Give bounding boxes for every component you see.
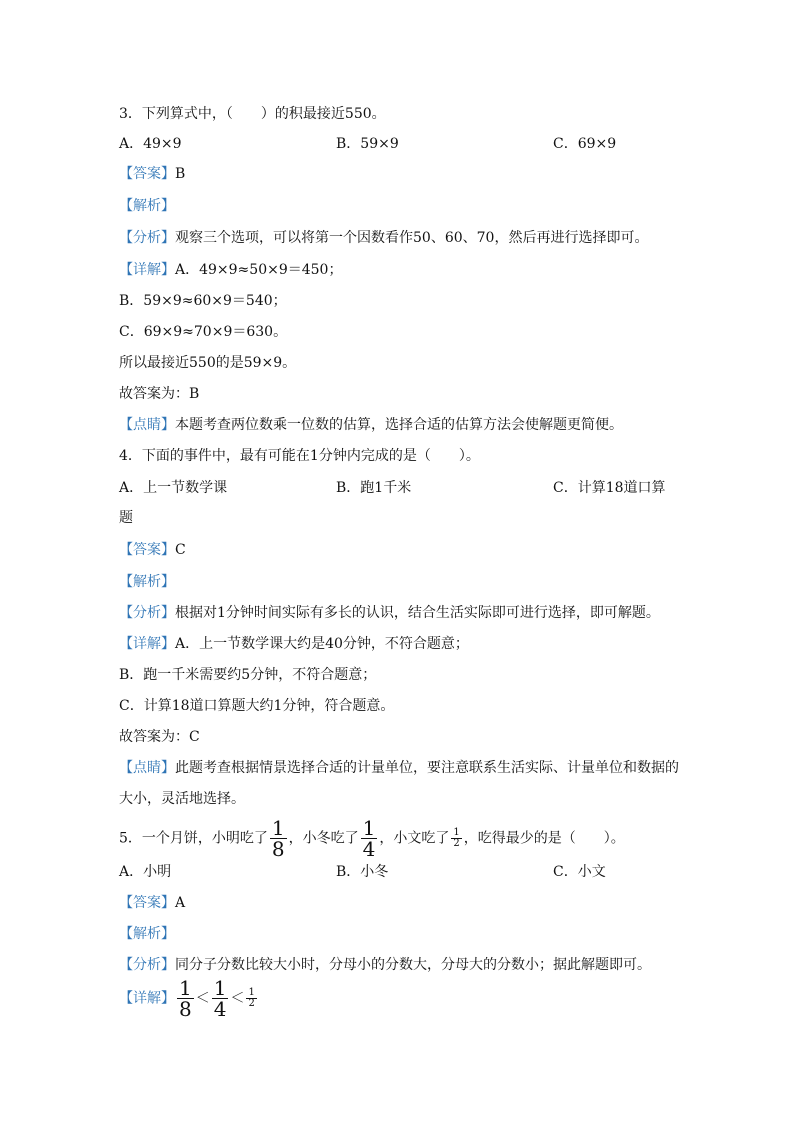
q5-xiangjie [119,978,259,1019]
q4-dianjing [119,758,679,778]
fraction-one-eighth: $\frac{1}{8}$ [271,816,285,861]
fenxi-tag: 【分析】 [119,957,175,973]
q5-option-b: B．小冬 [336,864,389,880]
xiangjie-tag: 【详解】 [119,262,175,278]
less-than-sign: ＜ [230,990,245,1007]
fraction-one-half: $\frac{1}{2}$ [248,987,255,1009]
q4-stem: 4．下面的事件中，最有可能在1分钟内完成的是（ ）。 [119,448,480,464]
q5-answer [119,893,185,913]
answer-value: B [175,166,186,182]
q5-fenxi [119,955,651,975]
q5-analysis-tag: 【解析】 [119,926,175,942]
xiangjie-tag: 【详解】 [119,636,175,652]
fraction-one-half: $\frac{1}{2}$ [453,827,460,849]
q3-analysis-tag: 【解析】 [119,198,175,214]
stem-part: ，小冬吃了 [288,830,359,847]
q4-option-c-wrap: 题 [119,510,133,526]
q3-xiangjie-line: 故答案为：B [119,386,200,402]
q5-option-c: C．小文 [553,864,606,880]
xiangjie-text: A．上一节数学课大约是40分钟，不符合题意； [175,636,469,652]
fenxi-text: 观察三个选项，可以将第一个因数看作50、60、70，然后再进行选择即可。 [175,230,649,246]
q3-xiangjie-line: C．69×9≈70×9＝630。 [119,324,288,340]
fenxi-tag: 【分析】 [119,605,175,621]
less-than-sign: ＜ [195,990,210,1007]
q3-option-b: B．59×9 [336,136,399,152]
q3-xiangjie-line: B．59×9≈60×9＝540； [119,293,287,309]
fenxi-tag: 【分析】 [119,230,175,246]
q3-fenxi [119,228,648,248]
dianjing-text: 本题考查两位数乘一位数的估算，选择合适的估算方法会使解题更简便。 [175,417,623,433]
fraction-one-quarter: $\frac{1}{4}$ [362,816,376,861]
q4-option-c: C．计算18道口算 [553,480,666,496]
q4-fenxi [119,603,660,623]
stem-part: ，小文吃了 [379,830,450,847]
dianjing-tag: 【点睛】 [119,760,175,776]
q3-option-c: C．69×9 [553,136,617,152]
answer-tag: 【答案】 [119,895,175,911]
q5-option-a: A．小明 [119,864,172,880]
q3-dianjing [119,415,623,435]
q4-option-b: B．跑1千米 [336,480,412,496]
q3-xiangjie [119,260,342,280]
stem-part: ，吃得最少的是（ ）。 [463,830,625,847]
q3-answer [119,164,185,184]
dianjing-text: 此题考查根据情景选择合适的计量单位，要注意联系生活实际、计量单位和数据的 [175,760,679,776]
stem-part: 5．一个月饼，小明吃了 [119,830,268,847]
q4-xiangjie [119,634,469,654]
xiangjie-text: A．49×9≈50×9＝450； [175,262,343,278]
fraction-one-eighth: $\frac{1}{8}$ [179,976,192,1021]
answer-value: C [175,542,186,558]
q3-stem: 3．下列算式中，（ ）的积最接近550。 [119,106,386,122]
q4-analysis-tag: 【解析】 [119,574,175,590]
fenxi-text: 同分子分数比较大小时，分母小的分数大，分母大的分数小；据此解题即可。 [175,957,651,973]
q3-xiangjie-line: 所以最接近550的是59×9。 [119,355,297,371]
answer-tag: 【答案】 [119,166,175,182]
q3-option-a: A．49×9 [119,136,182,152]
q4-dianjing-line: 大小，灵活地选择。 [119,791,245,807]
q5-stem [119,818,625,859]
fraction-one-quarter: $\frac{1}{4}$ [213,976,227,1021]
q4-option-a: A．上一节数学课 [119,480,228,496]
dianjing-tag: 【点睛】 [119,417,175,433]
fenxi-text: 根据对1分钟时间实际有多长的认识，结合生活实际即可进行选择，即可解题。 [175,605,660,621]
q4-xiangjie-line: B．跑一千米需要约5分钟，不符合题意； [119,667,377,683]
q4-xiangjie-line: C．计算18道口算题大约1分钟，符合题意。 [119,698,395,714]
q4-xiangjie-line: 故答案为：C [119,729,200,745]
answer-tag: 【答案】 [119,542,175,558]
answer-value: A [175,895,186,911]
xiangjie-tag: 【详解】 [119,990,175,1007]
q4-answer [119,540,186,560]
